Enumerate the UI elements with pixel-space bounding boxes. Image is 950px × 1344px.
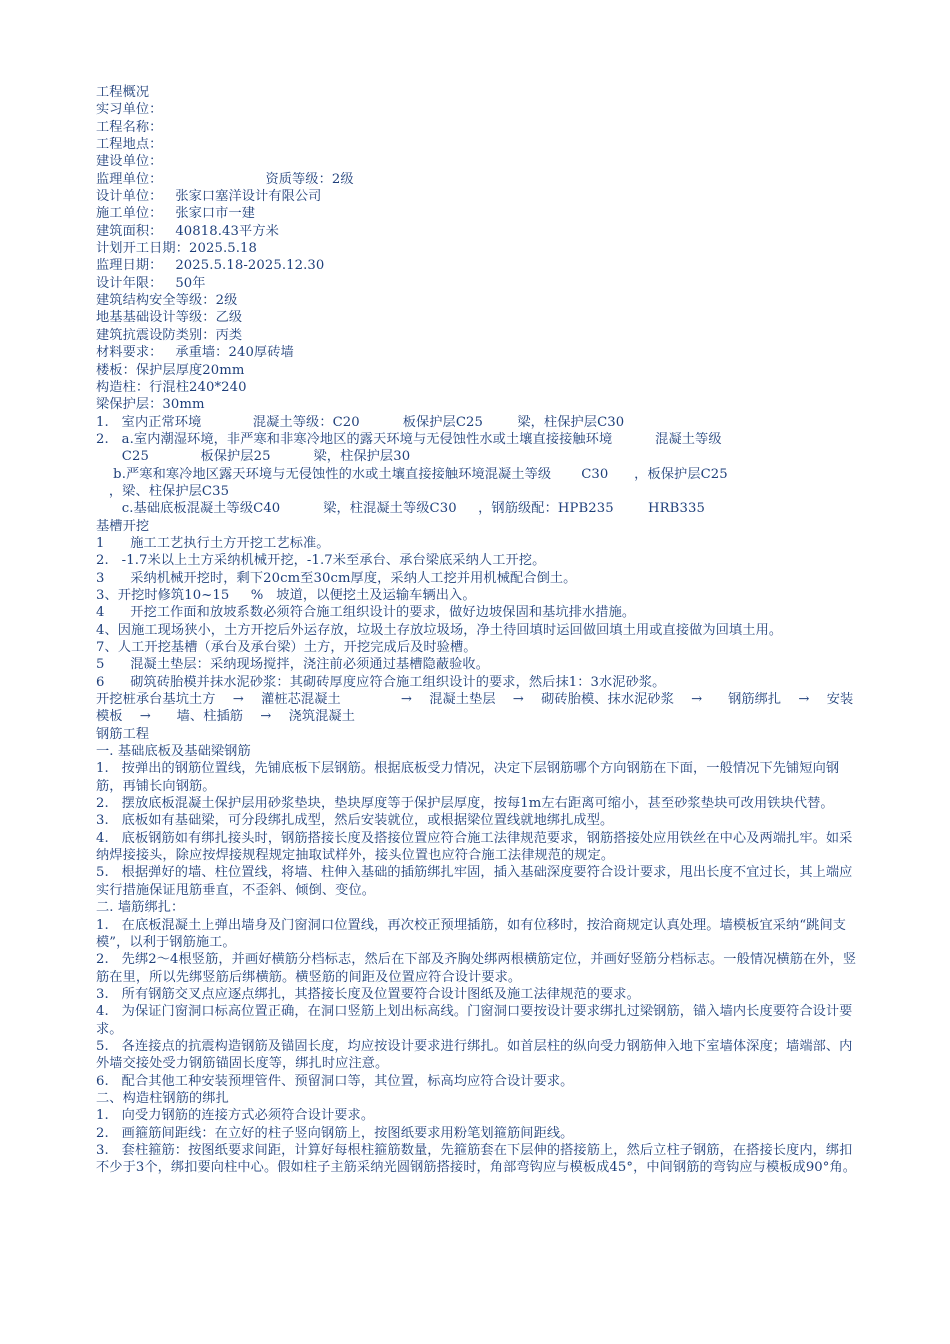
text-line: 5. 根据弹好的墙、柱位置线，将墙、柱伸入基础的插筋绑扎牢固，插入基础深度要符合设计要求，甩出长度不宜过长，其上端应实行措施保证甩筋垂直，不歪斜、倾倒、变位。	[96, 865, 853, 898]
text-line: 3. 套柱箍筋：按图纸要求间距，计算好每根柱箍筋数量，先箍筋套在下层伸的搭接筋上，然后立柱子钢筋，在搭接长度内，绑扣不少于3个，绑扣要向柱中心。假如柱子主筋采纳光圆钢筋搭接时，角部弯钩应与模板成45°，中间钢筋的弯钩应与模板成90°角。	[96, 1142, 857, 1176]
text-line: 4. 底板钢筋如有绑扎接头时，钢筋搭接长度及搭接位置应符合施工法律规范要求，钢筋搭接处应用铁丝在中心及两端扎牢。如采纳焊接接头，除应按焊接规程规定抽取试样外，接头位置也应符合施工法律规范的规定。	[96, 830, 853, 864]
text-line: 设计单位： 张家口塞洋设计有限公司	[96, 189, 322, 205]
text-line: 实习单位：	[96, 102, 163, 118]
text-line: 一. 基础底板及基础梁钢筋	[96, 744, 251, 760]
text-line: 2. 摆放底板混凝土保护层用砂浆垫块，垫块厚度等于保护层厚度，按每1m左右距离可缩小，甚至砂浆垫块可改用铁块代替。	[96, 796, 834, 812]
text-line: 设计年限： 50年	[96, 275, 206, 291]
text-line: 6. 配合其他工种安装预埋管件、预留洞口等，其位置，标高均应符合设计要求。	[96, 1073, 574, 1089]
text-line: 2. 画箍筋间距线：在立好的柱子竖向钢筋上，按图纸要求用粉笔划箍筋间距线。	[96, 1125, 574, 1141]
text-line: 钢筋工程	[96, 726, 150, 742]
text-line: 1 施工工艺执行土方开挖工艺标准。	[96, 535, 330, 551]
text-line: 3. 底板如有基础梁，可分段绑扎成型，然后安装就位，或根据梁位置线就地绑扎成型。	[96, 813, 614, 829]
document-body	[96, 84, 858, 1177]
text-line: 6 砌筑砖胎模并抹水泥砂浆：其砌砖厚度应符合施工组织设计的要求，然后抹1：3水泥砂浆。	[96, 674, 666, 690]
text-line: 5. 各连接点的抗震构造钢筋及锚固长度，均应按设计要求进行绑扎。如首层柱的纵向受力钢筋伸入地下室墙体深度；墙端部、内外墙交接处受力钢筋锚固长度等，绑扎时应注意。	[96, 1038, 853, 1072]
text-line: 5 混凝土垫层：采纳现场搅拌，浇注前必须通过基槽隐蔽验收。	[96, 657, 490, 673]
text-line: 工程名称：	[96, 119, 163, 135]
text-line: 建筑抗震设防类别：丙类	[96, 327, 243, 343]
text-line: ，梁、柱保护层C35	[96, 483, 230, 499]
text-line: 材料要求： 承重墙：240厚砖墙	[96, 345, 294, 361]
text-line: b.严寒和寒冷地区露天环境与无侵蚀性的水或土壤直接接触环境混凝土等级 C30 ，板保护层C25	[96, 466, 728, 482]
text-line: 1. 在底板混凝土上弹出墙身及门窗洞口位置线，再次校正预埋插筋，如有位移时，按洽商规定认真处理。墙模板宜采纳“跳间支模”，以利于钢筋施工。	[96, 917, 847, 950]
text-line: 3 采纳机械开挖时，剩下20cm至30cm厚度，采纳人工挖并用机械配合倒土。	[96, 570, 577, 586]
text-line: 监理日期： 2025.5.18-2025.12.30	[96, 258, 325, 274]
text-line: 构造柱：行混柱240*240	[96, 379, 247, 395]
text-line: 二. 墙筋绑扎：	[96, 900, 185, 916]
text-line: 工程概况	[96, 85, 150, 100]
text-line: 3、开挖时修筑10~15 % 坡道，以便挖土及运输车辆出入。	[96, 587, 476, 603]
text-line: 4 开挖工作面和放坡系数必须符合施工组织设计的要求，做好边坡保固和基坑排水措施。	[96, 605, 636, 621]
text-line: 工程地点：	[96, 137, 163, 153]
text-line: 2. -1.7米以上土方采纳机械开挖，-1.7米至承台、承台梁底采纳人工开挖。	[96, 553, 546, 569]
text-line: 建筑结构安全等级：2级	[96, 293, 238, 309]
text-line: 二、构造柱钢筋的绑扎	[96, 1090, 229, 1106]
text-line: 监理单位： 资质等级：2级	[96, 171, 354, 187]
text-line: 7、人工开挖基槽（承台及承台梁）土方，开挖完成后及时验槽。	[96, 640, 477, 655]
text-line: 施工单位： 张家口市一建	[96, 206, 256, 222]
text-line: 计划开工日期：2025.5.18	[96, 241, 258, 257]
text-line: 1. 向受力钢筋的连接方式必须符合设计要求。	[96, 1108, 375, 1124]
text-line: 梁保护层：30mm	[96, 397, 205, 413]
text-line: 地基基础设计等级：乙级	[96, 310, 243, 326]
text-line: 1. 室内正常环境 混凝土等级：C20 板保护层C25 梁，柱保护层C30	[96, 414, 625, 430]
text-line: 3. 所有钢筋交叉点应逐点绑扎，其搭接长度及位置要符合设计图纸及施工法律规范的要求。	[96, 986, 640, 1002]
text-line: 2. 先绑2～4根竖筋，并画好横筋分档标志，然后在下部及齐胸处绑两根横筋定位，并画好竖筋分档标志。一般情况横筋在外，竖筋在里，所以先绑竖筋后绑横筋。横竖筋的间距及位置应符合设计要求。	[96, 952, 857, 985]
text-line: 开挖桩承台基坑土方 → 灌桩芯混凝土 → 混凝土垫层 → 砌砖胎模、抹水泥砂浆 → 钢筋绑扎 → 安装模板 → 墙、柱插筋 → 浇筑混凝土	[96, 692, 854, 725]
text-line: 建设单位：	[96, 154, 163, 170]
text-line: c.基础底板混凝土等级C40 梁，柱混凝土等级C30 ，钢筋级配：HPB235 HRB335	[96, 501, 705, 517]
text-line: 基槽开挖	[96, 518, 150, 534]
text-line: 建筑面积： 40818.43平方米	[96, 223, 279, 239]
text-line: 1. 按弹出的钢筋位置线，先铺底板下层钢筋。根据底板受力情况，决定下层钢筋哪个方向钢筋在下面，一般情况下先铺短向钢筋，再铺长向钢筋。	[96, 761, 840, 794]
text-line: 4、因施工现场狭小，土方开挖后外运存放，垃圾土存放垃圾场，净土待回填时运回做回填土用或直接做为回填土用。	[96, 622, 783, 638]
text-line: 4. 为保证门窗洞口标高位置正确，在洞口竖筋上划出标高线。门窗洞口要按设计要求绑扎过梁钢筋，锚入墙内长度要符合设计要求。	[96, 1004, 853, 1037]
text-line: 楼板：保护层厚度20mm	[96, 362, 245, 378]
text-line: C25 板保护层25 梁，柱保护层30	[96, 449, 411, 465]
text-line: 2. a.室内潮湿环境，非严寒和非寒冷地区的露天环境与无侵蚀性水或土壤直接接触环境 混凝土等级	[96, 431, 722, 447]
